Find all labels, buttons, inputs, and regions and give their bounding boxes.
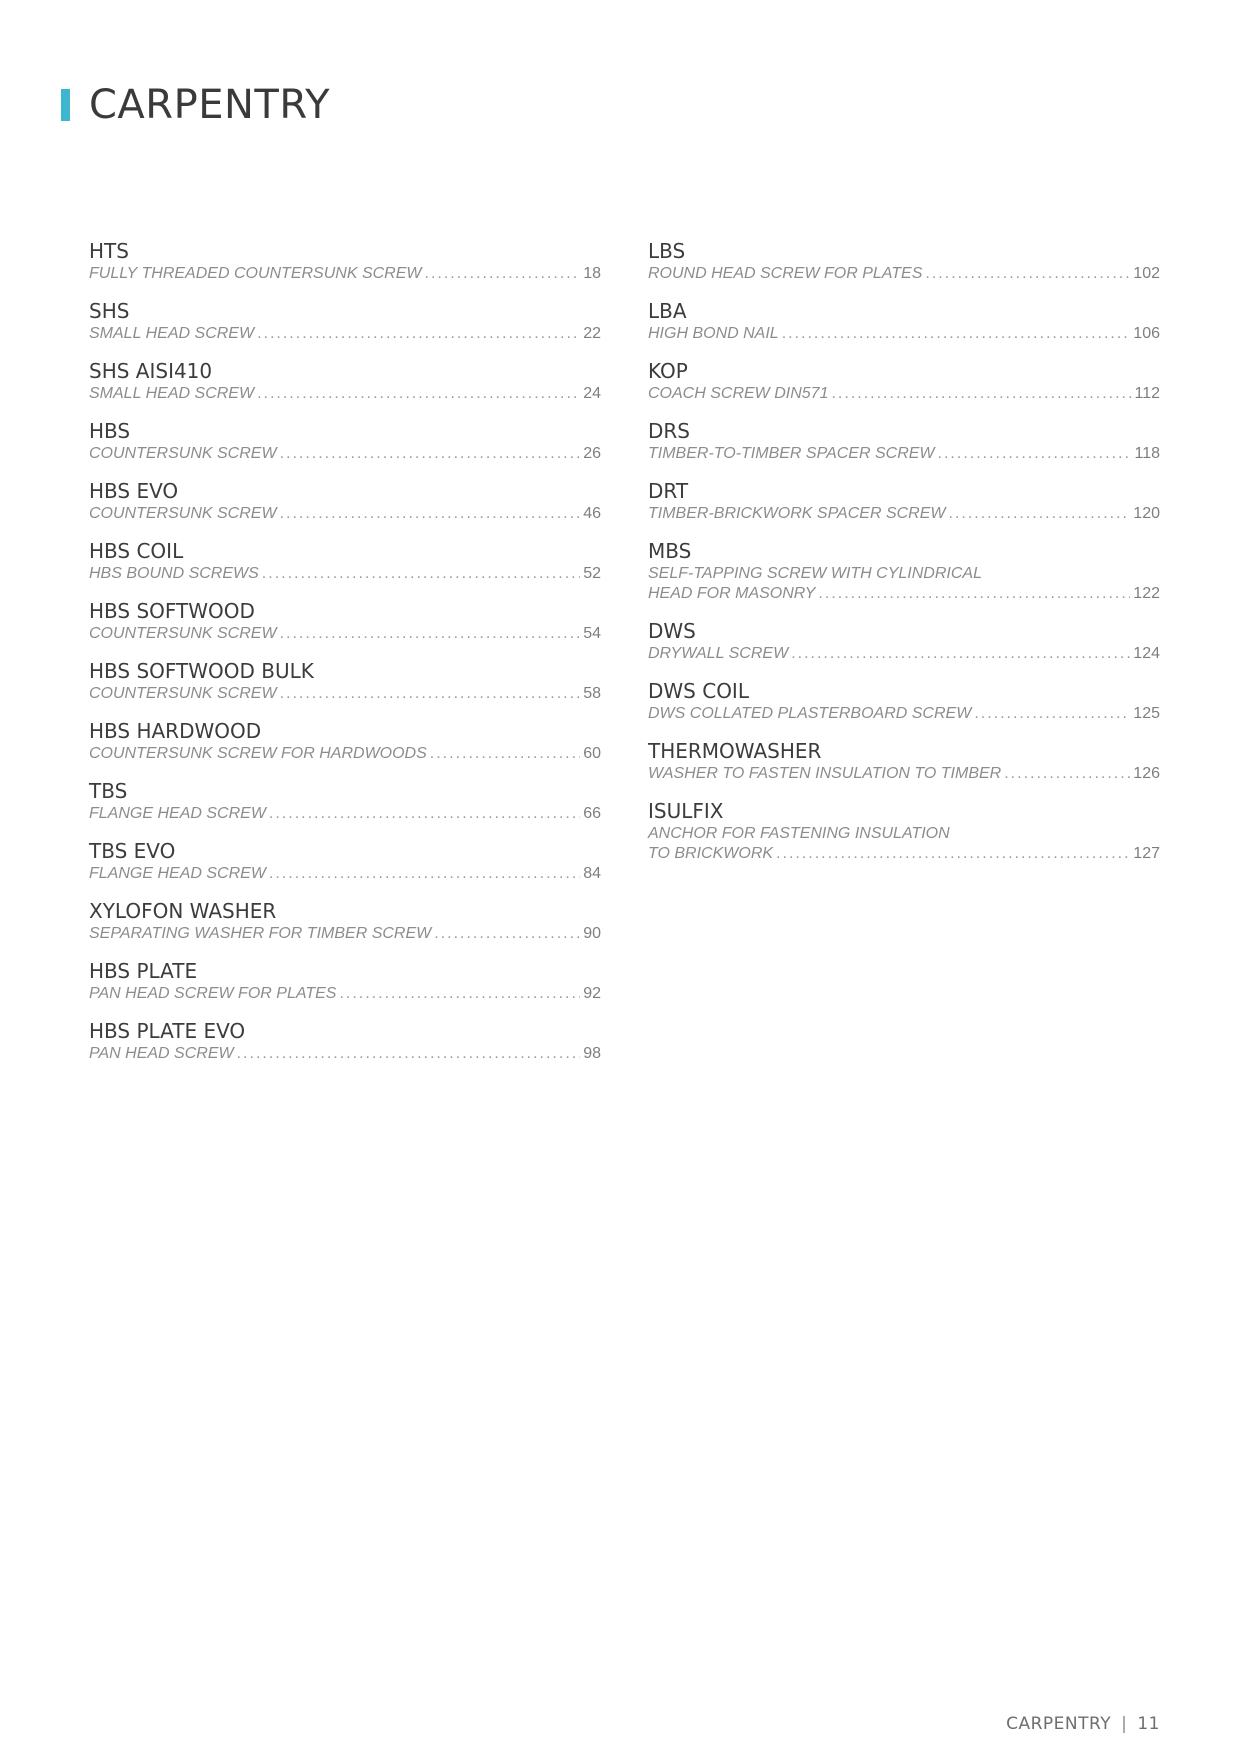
entry-title: THERMOWASHER [648, 739, 822, 763]
dot-leader [280, 684, 581, 704]
page-title: CARPENTRY [89, 82, 331, 128]
entry-description: HBS BOUND SCREWS [89, 565, 259, 582]
entry-description: DRYWALL SCREW [648, 645, 789, 662]
entry-line [648, 504, 1160, 524]
entry-description: SMALL HEAD SCREW [89, 385, 255, 402]
entry-line [89, 324, 601, 344]
entry-title: DWS COIL [648, 679, 749, 703]
entry-line [89, 384, 601, 404]
dot-leader [818, 584, 1130, 604]
entry-page-number: 60 [583, 745, 601, 762]
entry-page-number: 120 [1133, 505, 1160, 522]
entry-line [648, 384, 1160, 404]
toc-entry-hbs-plate-evo[interactable] [89, 1018, 601, 1078]
entry-page-number: 22 [583, 325, 601, 342]
entry-line [89, 444, 601, 464]
toc-left-column [89, 238, 601, 1078]
entry-line [89, 264, 601, 284]
dot-leader [1004, 764, 1130, 784]
toc-entry-hbs-plate[interactable] [89, 958, 601, 1018]
entry-line [89, 744, 601, 764]
entry-description: TIMBER-TO-TIMBER SPACER SCREW [648, 445, 935, 462]
dot-leader [938, 444, 1132, 464]
entry-description: TO BRICKWORK [648, 845, 774, 862]
page-footer [1006, 1714, 1160, 1734]
entry-title: HTS [89, 239, 129, 263]
entry-title: HBS SOFTWOOD [89, 599, 255, 623]
entry-description: COUNTERSUNK SCREW [89, 505, 277, 522]
dot-leader [269, 864, 580, 884]
title-accent-bar [61, 89, 70, 121]
entry-line [648, 704, 1160, 724]
entry-title: DWS [648, 619, 696, 643]
entry-title: XYLOFON WASHER [89, 899, 277, 923]
entry-line [89, 684, 601, 704]
entry-title: MBS [648, 539, 692, 563]
entry-title: HBS EVO [89, 479, 179, 503]
entry-line [648, 324, 1160, 344]
toc-entry-tbs[interactable] [89, 778, 601, 838]
toc-entry-thermowasher[interactable] [648, 738, 1160, 798]
toc-entry-tbs-evo[interactable] [89, 838, 601, 898]
toc-entry-hbs-coil[interactable] [89, 538, 601, 598]
entry-title: HBS [89, 419, 131, 443]
entry-page-number: 52 [583, 565, 601, 582]
entry-description: DWS COLLATED PLASTERBOARD SCREW [648, 705, 972, 722]
entry-title: DRS [648, 419, 690, 443]
entry-line [648, 644, 1160, 664]
dot-leader [257, 384, 580, 404]
entry-description: TIMBER-BRICKWORK SPACER SCREW [648, 505, 946, 522]
dot-leader [280, 504, 581, 524]
entry-description: PAN HEAD SCREW FOR PLATES [89, 985, 337, 1002]
entry-line [648, 764, 1160, 784]
footer-section-name: CARPENTRY [1006, 1714, 1112, 1734]
entry-page-number: 106 [1133, 325, 1160, 342]
entry-description: COUNTERSUNK SCREW [89, 625, 277, 642]
entry-title: TBS EVO [89, 839, 176, 863]
dot-leader [782, 324, 1131, 344]
entry-page-number: 92 [583, 985, 601, 1002]
dot-leader [434, 924, 580, 944]
entry-line [89, 804, 601, 824]
entry-title: LBS [648, 239, 686, 263]
entry-title: TBS [89, 779, 128, 803]
toc-entry-hbs[interactable] [89, 418, 601, 478]
entry-description-line1: SELF-TAPPING SCREW WITH CYLINDRICAL [648, 565, 982, 582]
entry-title: HBS COIL [89, 539, 184, 563]
toc-entry-shs[interactable] [89, 298, 601, 358]
entry-page-number: 118 [1134, 445, 1160, 462]
entry-page-number: 54 [583, 625, 601, 642]
toc-entry-hbs-hardwood[interactable] [89, 718, 601, 778]
entry-page-number: 46 [583, 505, 601, 522]
entry-description: FULLY THREADED COUNTERSUNK SCREW [89, 265, 422, 282]
entry-title: HBS PLATE EVO [89, 1019, 246, 1043]
entry-description: COACH SCREW DIN571 [648, 385, 829, 402]
entry-description-line1: ANCHOR FOR FASTENING INSULATION [648, 825, 950, 842]
entry-title: LBA [648, 299, 687, 323]
entry-title: SHS AISI410 [89, 359, 213, 383]
entry-page-number: 24 [583, 385, 601, 402]
toc-entry-drs[interactable] [648, 418, 1160, 478]
entry-page-number: 112 [1134, 385, 1160, 402]
dot-leader [237, 1044, 581, 1064]
entry-description: WASHER TO FASTEN INSULATION TO TIMBER [648, 765, 1002, 782]
toc-entry-hts[interactable] [89, 238, 601, 298]
entry-description: FLANGE HEAD SCREW [89, 805, 266, 822]
entry-line [648, 584, 1160, 604]
toc-entry-hbs-softwood[interactable] [89, 598, 601, 658]
entry-title: ISULFIX [648, 799, 724, 823]
entry-line [89, 924, 601, 944]
toc-entry-drt[interactable] [648, 478, 1160, 538]
footer-separator: | [1121, 1714, 1128, 1734]
dot-leader [425, 264, 581, 284]
entry-description: HIGH BOND NAIL [648, 325, 779, 342]
dot-leader [925, 264, 1130, 284]
entry-line [89, 504, 601, 524]
entry-page-number: 90 [583, 925, 601, 942]
toc-entry-shs-aisi410[interactable] [89, 358, 601, 418]
dot-leader [974, 704, 1130, 724]
footer-page-number: 11 [1137, 1714, 1160, 1734]
dot-leader [280, 444, 581, 464]
entry-description: FLANGE HEAD SCREW [89, 865, 266, 882]
entry-page-number: 124 [1133, 645, 1160, 662]
entry-page-number: 125 [1133, 705, 1160, 722]
entry-page-number: 18 [583, 265, 601, 282]
toc-entry-hbs-softwood-bulk[interactable] [89, 658, 601, 718]
dot-leader [269, 804, 580, 824]
entry-page-number: 102 [1133, 265, 1160, 282]
dot-leader [339, 984, 580, 1004]
entry-title: HBS PLATE [89, 959, 198, 983]
entry-description: HEAD FOR MASONRY [648, 585, 816, 602]
entry-page-number: 58 [583, 685, 601, 702]
entry-description: SEPARATING WASHER FOR TIMBER SCREW [89, 925, 432, 942]
entry-title: KOP [648, 359, 688, 383]
entry-line [89, 624, 601, 644]
dot-leader [831, 384, 1131, 404]
entry-page-number: 66 [583, 805, 601, 822]
toc-entry-kop[interactable] [648, 358, 1160, 418]
toc-entry-isulfix[interactable] [648, 798, 1160, 878]
entry-title: HBS HARDWOOD [89, 719, 262, 743]
entry-description: ROUND HEAD SCREW FOR PLATES [648, 265, 923, 282]
entry-page-number: 84 [583, 865, 601, 882]
entry-page-number: 126 [1133, 765, 1160, 782]
entry-page-number: 26 [583, 445, 601, 462]
entry-line [89, 564, 601, 584]
entry-title: SHS [89, 299, 130, 323]
dot-leader [949, 504, 1131, 524]
entry-title: DRT [648, 479, 689, 503]
toc-entry-mbs[interactable] [648, 538, 1160, 618]
entry-description: COUNTERSUNK SCREW [89, 685, 277, 702]
entry-line [648, 844, 1160, 864]
entry-page-number: 122 [1133, 585, 1160, 602]
toc-entry-lbs[interactable] [648, 238, 1160, 298]
entry-line [89, 864, 601, 884]
entry-line [648, 444, 1160, 464]
toc-right-column [648, 238, 1160, 878]
entry-description: COUNTERSUNK SCREW [89, 445, 277, 462]
toc-entry-xylofon-washer[interactable] [89, 898, 601, 958]
toc-entry-dws-coil[interactable] [648, 678, 1160, 738]
dot-leader [262, 564, 580, 584]
toc-entry-hbs-evo[interactable] [89, 478, 601, 538]
entry-description: SMALL HEAD SCREW [89, 325, 255, 342]
entry-line [89, 984, 601, 1004]
entry-line [648, 264, 1160, 284]
entry-page-number: 127 [1133, 845, 1160, 862]
entry-description: COUNTERSUNK SCREW FOR HARDWOODS [89, 745, 427, 762]
dot-leader [791, 644, 1130, 664]
dot-leader [776, 844, 1130, 864]
dot-leader [257, 324, 580, 344]
entry-page-number: 98 [583, 1045, 601, 1062]
dot-leader [430, 744, 580, 764]
dot-leader [280, 624, 581, 644]
entry-description: PAN HEAD SCREW [89, 1045, 234, 1062]
toc-entry-lba[interactable] [648, 298, 1160, 358]
page-header [61, 82, 330, 128]
toc-entry-dws[interactable] [648, 618, 1160, 678]
entry-line [89, 1044, 601, 1064]
entry-title: HBS SOFTWOOD BULK [89, 659, 314, 683]
